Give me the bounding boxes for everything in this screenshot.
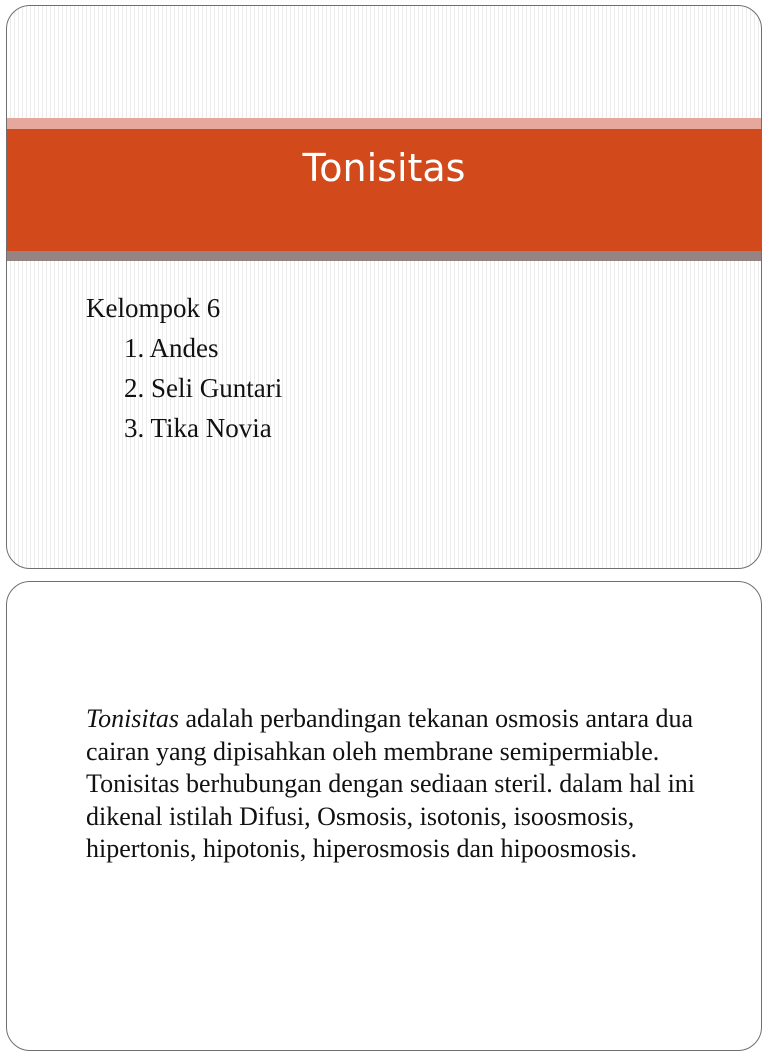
- member-item: 1. Andes: [124, 333, 219, 363]
- title-band-top-stripe: [7, 118, 761, 129]
- title-band-bottom-stripe: [7, 251, 761, 261]
- definition-term: Tonisitas: [86, 704, 179, 733]
- definition-slide: [6, 581, 762, 1051]
- definition-paragraph: [86, 703, 736, 866]
- member-item: 2. Seli Guntari: [124, 373, 283, 403]
- member-list: [86, 328, 282, 448]
- member-item: 3. Tika Novia: [124, 413, 272, 443]
- slide-title: Tonisitas: [302, 146, 466, 190]
- title-slide: [6, 5, 762, 569]
- definition-text: adalah perbandingan tekanan osmosis antara dua cairan yang dipisahkan oleh membrane semipermiable. Tonisitas berhubungan dengan sediaan steril. dalam hal ini dikenal istilah Difusi, Osmosis, isotonis, isoosmosis, hipertonis, hipotonis, hiperosmosis dan hipoosmosis.: [86, 704, 696, 863]
- group-label: Kelompok 6: [86, 293, 221, 323]
- group-block: [86, 288, 282, 448]
